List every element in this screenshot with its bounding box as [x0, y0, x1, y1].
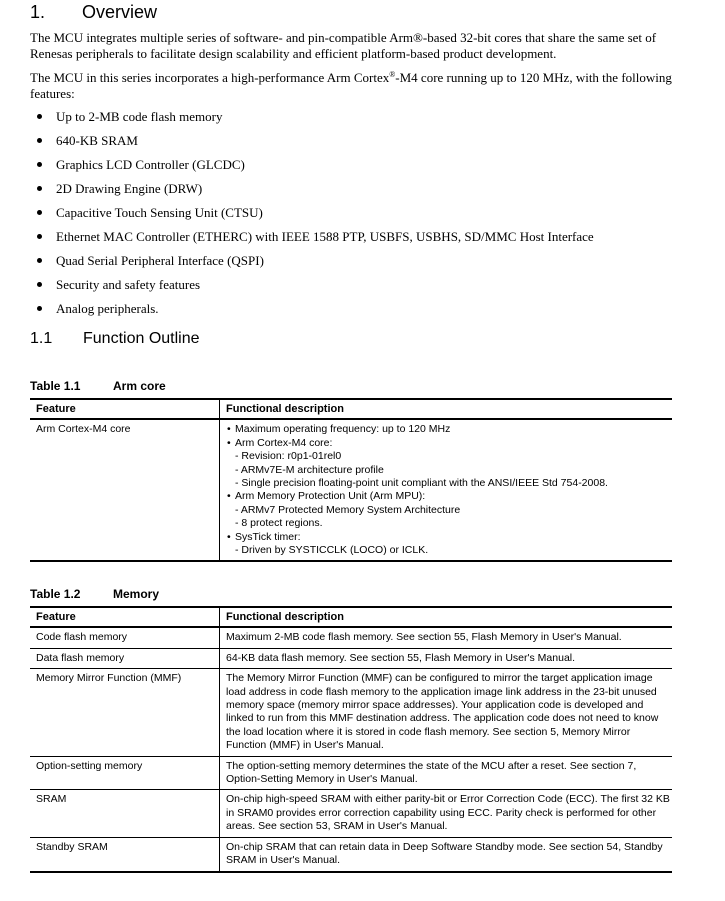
- arm-core-table: [30, 398, 672, 562]
- table-title: Memory: [113, 587, 160, 601]
- table-number: Table 1.1: [30, 379, 81, 393]
- description-bullet: • SysTick timer:: [226, 531, 672, 544]
- description-bullet: • Arm Memory Protection Unit (Arm MPU):: [226, 490, 672, 503]
- feature-list-item: [0, 229, 725, 253]
- description-cell: 64-KB data flash memory. See section 55, Flash Memory in User's Manual.: [220, 648, 673, 668]
- feature-cell: SRAM: [30, 790, 220, 837]
- bullet-icon: [37, 186, 42, 191]
- table-header-row: [30, 607, 672, 627]
- feature-text: Quad Serial Peripheral Interface (QSPI): [56, 253, 264, 268]
- features-intro-paragraph: [30, 70, 690, 102]
- feature-list-item: [0, 109, 725, 133]
- table-row: [30, 648, 672, 668]
- bullet-icon: [37, 210, 42, 215]
- feature-text: Up to 2-MB code flash memory: [56, 109, 223, 124]
- description-subitem: - Single precision floating-point unit compliant with the ANSI/IEEE Std 754-2008.: [235, 477, 608, 490]
- feature-text: Ethernet MAC Controller (ETHERC) with IEEE 1588 PTP, USBFS, USBHS, SD/MMC Host Interface: [56, 229, 594, 244]
- description-bullet: • Arm Cortex-M4 core:: [226, 437, 672, 450]
- description-subitem: - 8 protect regions.: [235, 517, 323, 530]
- section-number: 1.1: [30, 330, 53, 347]
- description-cell: Maximum 2-MB code flash memory. See section 55, Flash Memory in User's Manual.: [220, 627, 673, 648]
- feature-cell: Code flash memory: [30, 627, 220, 648]
- table-row: [30, 790, 672, 837]
- description-cell: [220, 419, 673, 561]
- feature-cell: Data flash memory: [30, 648, 220, 668]
- feature-list-item: [0, 277, 725, 301]
- bullet-icon: [37, 258, 42, 263]
- feature-list-item: [0, 301, 725, 325]
- bullet-icon: [37, 234, 42, 239]
- bullet-icon: [37, 114, 42, 119]
- feature-text: Security and safety features: [56, 277, 201, 292]
- feature-cell: Memory Mirror Function (MMF): [30, 669, 220, 756]
- registered-mark: ®: [389, 70, 396, 79]
- column-header-feature: Feature: [30, 607, 220, 627]
- table-caption: [30, 379, 166, 393]
- feature-text: Capacitive Touch Sensing Unit (CTSU): [56, 205, 263, 220]
- section-heading-overview: [30, 2, 157, 23]
- description-bullet: • Maximum operating frequency: up to 120 MHz: [226, 423, 672, 436]
- memory-table: [30, 606, 672, 873]
- feature-text: 2D Drawing Engine (DRW): [56, 181, 203, 196]
- column-header-description: Functional description: [220, 607, 673, 627]
- description-cell: On-chip high-speed SRAM with either parity-bit or Error Correction Code (ECC). The first 32 KB in SRAM0 provides error correction capability using ECC. Parity check is performed for other areas. See section 53, SRAM in User's Manual.: [220, 790, 673, 837]
- feature-cell: Arm Cortex-M4 core: [30, 419, 220, 561]
- intro-paragraph: The MCU integrates multiple series of software- and pin-compatible Arm®-based 32-bit cores that share the same set of Renesas peripherals to facilitate design scalability and efficient platform-based product development.: [30, 30, 657, 61]
- feature-list-item: [0, 133, 725, 157]
- paragraph-text: -M4 core running up to 120 MHz, with the following features:: [30, 70, 672, 101]
- feature-text: Graphics LCD Controller (GLCDC): [56, 157, 245, 172]
- table-number: Table 1.2: [30, 587, 81, 601]
- description-list: [226, 423, 672, 557]
- table-row: [30, 627, 672, 648]
- table-row: [30, 419, 672, 561]
- feature-cell: Option-setting memory: [30, 756, 220, 790]
- paragraph-text: The MCU in this series incorporates a high-performance Arm Cortex: [30, 70, 390, 85]
- table-title: Arm core: [113, 379, 166, 393]
- bullet-icon: [37, 306, 42, 311]
- feature-list-item: [0, 157, 725, 181]
- description-cell: On-chip SRAM that can retain data in Deep Software Standby mode. See section 54, Standby SRAM in User's Manual.: [220, 837, 673, 871]
- description-subitem: - ARMv7 Protected Memory System Architecture: [235, 503, 461, 516]
- description-cell: The Memory Mirror Function (MMF) can be configured to mirror the target application image load address in code flash memory to the application image link address in the 23-bit unused memory space (memory mirror space addresses). Your application code is developed and linked to run from this MMF destination address. The application code does not need to know the load location where it is stored in code flash memory. See section 5, Memory Mirror Function (MMF) in User's Manual.: [220, 669, 673, 756]
- bullet-icon: [37, 162, 42, 167]
- feature-text: 640-KB SRAM: [56, 133, 138, 148]
- table-header-row: [30, 399, 672, 419]
- section-title: Overview: [82, 2, 158, 22]
- description-subitem: - Driven by SYSTICCLK (LOCO) or ICLK.: [235, 544, 429, 557]
- column-header-description: Functional description: [220, 399, 673, 419]
- description-cell: The option-setting memory determines the state of the MCU after a reset. See section 7, Option-Setting Memory in User's Manual.: [220, 756, 673, 790]
- feature-cell: Standby SRAM: [30, 837, 220, 871]
- section-heading-function-outline: [30, 330, 200, 348]
- description-subitem: - ARMv7E-M architecture profile: [235, 463, 384, 476]
- feature-list: [0, 109, 725, 325]
- column-header-feature: Feature: [30, 399, 220, 419]
- feature-text: Analog peripherals.: [56, 301, 159, 316]
- table-row: [30, 837, 672, 871]
- bullet-icon: [37, 138, 42, 143]
- table-caption: [30, 587, 159, 601]
- section-title: Function Outline: [83, 330, 200, 347]
- feature-list-item: [0, 181, 725, 205]
- description-subitem: - Revision: r0p1-01rel0: [235, 450, 342, 463]
- table-row: [30, 669, 672, 756]
- feature-list-item: [0, 253, 725, 277]
- feature-list-item: [0, 205, 725, 229]
- bullet-icon: [37, 282, 42, 287]
- table-row: [30, 756, 672, 790]
- section-number: 1.: [30, 2, 46, 22]
